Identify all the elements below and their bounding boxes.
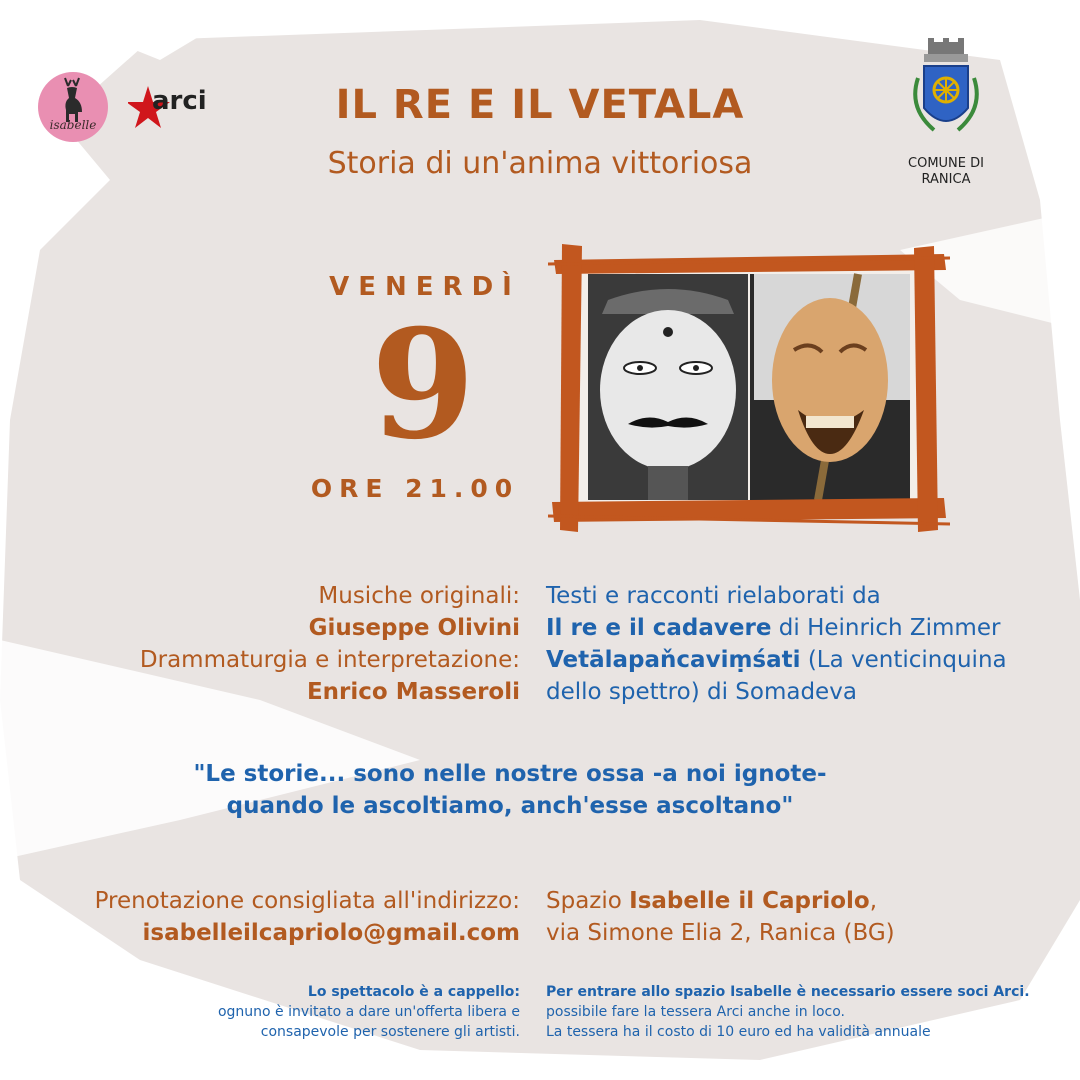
isabelle-logo-text: isabelle <box>49 118 97 132</box>
event-day: VENERDÌ <box>329 272 521 302</box>
book2-rest: (La venticinquina <box>800 647 1007 673</box>
texts-intro: Testi e racconti rielaborati da <box>546 583 881 609</box>
book2-line2: dello spettro) di Somadeva <box>546 679 857 705</box>
venue-prefix: Spazio <box>546 888 630 914</box>
quote-line1: "Le storie... sono nelle nostre ossa -a noi ignote- <box>193 761 827 787</box>
arci-requirement-line1: possibile fare la tessera Arci anche in loco. <box>546 1004 845 1020</box>
white-mask-image <box>588 274 748 500</box>
book2-title: Vetālapaňcaviṃśati <box>546 647 801 673</box>
quote <box>150 758 870 822</box>
drama-name: Enrico Masseroli <box>306 679 520 705</box>
arci-logo-text: arci <box>152 86 207 116</box>
masks-picture-frame <box>548 240 950 536</box>
cappello-title: Lo spettacolo è a cappello: <box>307 984 520 1000</box>
book1-author: di Heinrich Zimmer <box>771 615 1001 641</box>
venue-address: via Simone Elia 2, Ranica (BG) <box>546 920 895 946</box>
booking-label: Prenotazione consigliata all'indirizzo: <box>94 888 520 914</box>
booking-email-link[interactable]: isabelleilcapriolo@gmail.com <box>142 920 520 946</box>
wooden-mask-image <box>750 274 910 500</box>
drama-label: Drammaturgia e interpretazione: <box>139 647 520 673</box>
arci-requirement-title: Per entrare allo spazio Isabelle è necessario essere soci Arci. <box>546 984 1030 1000</box>
cappello-line2: consapevole per sostenere gli artisti. <box>260 1024 520 1040</box>
music-label: Musiche originali: <box>318 583 520 609</box>
comune-line1: COMUNE DI <box>908 156 984 171</box>
music-name: Giuseppe Olivini <box>308 615 520 641</box>
venue-name: Isabelle il Capriolo <box>629 888 870 914</box>
comune-line2: RANICA <box>921 172 971 187</box>
event-title: IL RE E IL VETALA <box>335 82 745 128</box>
venue-suffix: , <box>869 888 878 914</box>
venue-name-line <box>546 888 1046 914</box>
book2-line <box>546 644 1046 676</box>
book1-line <box>546 612 1046 644</box>
comune-crest-icon <box>904 38 988 150</box>
event-time: ORE 21.00 <box>310 474 520 503</box>
event-subtitle: Storia di un'anima vittoriosa <box>327 146 753 181</box>
comune-label <box>880 156 1012 188</box>
cappello-line1: ognuno è invitato a dare un'offerta libera e <box>217 1004 520 1020</box>
event-date: 9 <box>370 297 476 473</box>
arci-requirement-line2: La tessera ha il costo di 10 euro ed ha validità annuale <box>546 1024 931 1040</box>
book1-title: Il re e il cadavere <box>546 615 772 641</box>
quote-line2: quando le ascoltiamo, anch'esse ascoltano" <box>226 793 794 819</box>
